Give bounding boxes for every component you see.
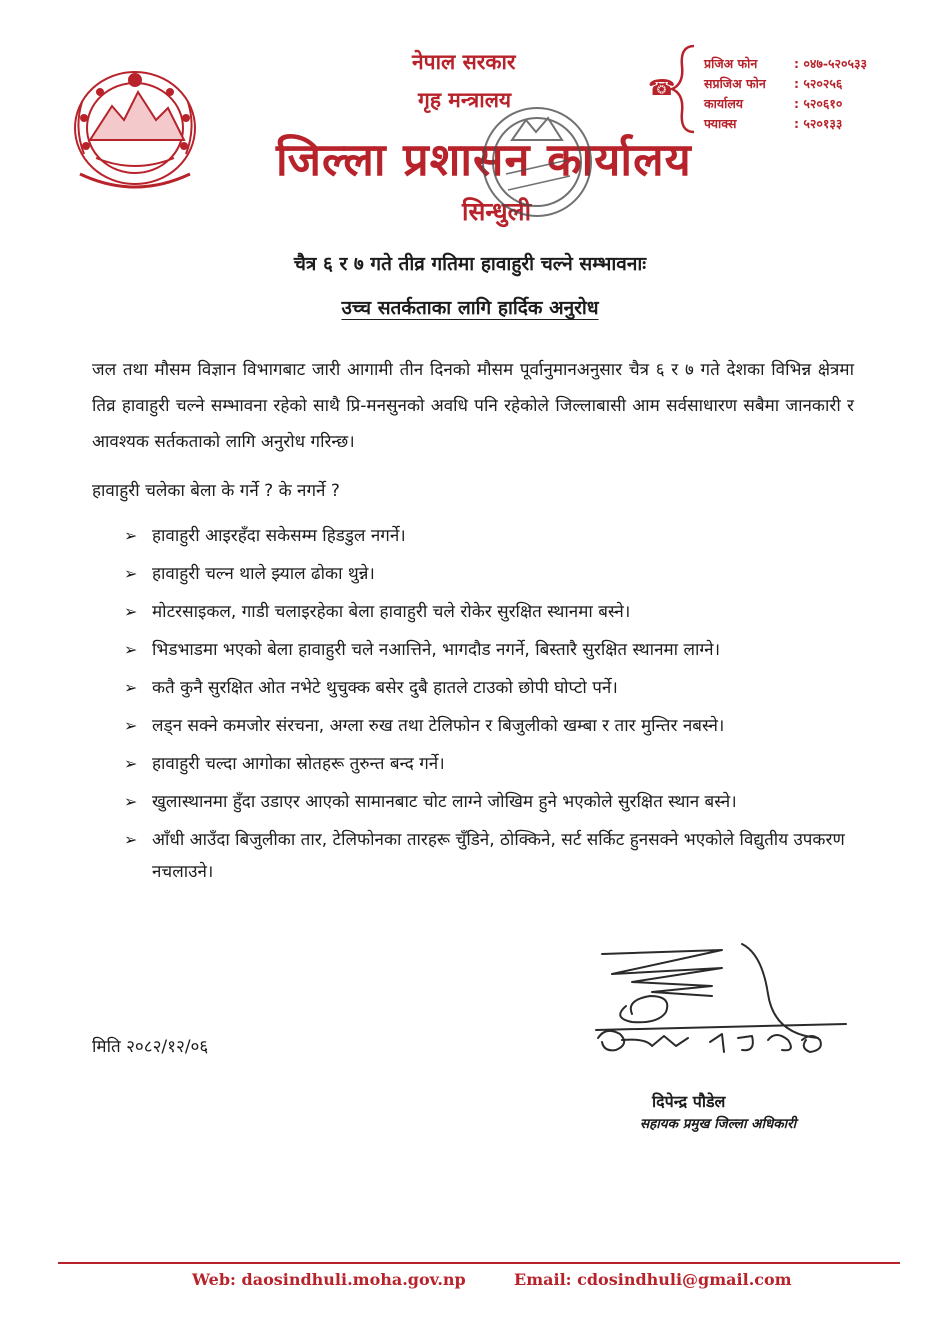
footer-website[interactable]: Web: daosindhuli.moha.gov.np <box>192 1270 466 1289</box>
signatory-title: सहायक प्रमुख जिल्ला अधिकारी <box>640 1116 797 1132</box>
list-item <box>124 558 856 590</box>
list-item <box>124 710 856 742</box>
list-item-text: हावाहुरी चल्न थाले झ्याल ढोका थुन्ने। <box>152 564 375 584</box>
intro-paragraph: जल तथा मौसम विज्ञान विभागबाट जारी आगामी तीन दिनको मौसम पूर्वानुमानअनुसार चैत्र ६ र ७ गते देशका विभिन्न क्षेत्रमा तिव्र हावाहुरी चल्ने सम्भावना रहेको साथै प्रि-मनसुनको अवधि पनि रहेकोले जिल्लाबासी आम सर्वसाधारण सबैमा जानकारी र आवश्यक सर्तकताको लागि अनुरोध गरिन्छ। <box>92 360 854 452</box>
contact-label: फ्याक्स <box>704 116 737 131</box>
arrow-bullet-icon: ➢ <box>124 602 138 621</box>
list-item <box>124 596 856 628</box>
arrow-bullet-icon: ➢ <box>124 716 138 735</box>
handwritten-signature <box>592 934 852 1084</box>
contact-label: सप्रजिअ फोन <box>704 76 766 91</box>
contact-row <box>704 94 867 114</box>
signatory-name: दिपेन्द्र पौडेल <box>652 1092 726 1111</box>
government-emblem <box>60 62 210 202</box>
list-item <box>124 634 856 666</box>
district-name: सिन्धुली <box>462 197 532 226</box>
contact-label: कार्यालय <box>704 96 744 111</box>
telephone-icon: ☎ <box>648 76 676 101</box>
office-seal-stamp <box>478 100 596 230</box>
contact-value: : ५२०१३३ <box>794 116 843 131</box>
arrow-bullet-icon: ➢ <box>124 640 138 659</box>
list-item-text: खुलास्थानमा हुँदा उडाएर आएको सामानबाट चोट लाग्ने जोखिम हुने भएकोले सुरक्षित स्थान बस्ने। <box>152 792 737 812</box>
arrow-bullet-icon: ➢ <box>124 754 138 773</box>
list-item-text: लड्न सक्ने कमजोर संरचना, अग्ला रुख तथा टेलिफोन र बिजुलीको खम्बा र तार मुन्तिर नबस्ने। <box>152 716 725 736</box>
arrow-bullet-icon: ➢ <box>124 792 138 811</box>
list-item <box>124 748 856 780</box>
contact-row <box>704 74 867 94</box>
list-item-text: मोटरसाइकल, गाडी चलाइरहेका बेला हावाहुरी चले रोकेर सुरक्षित स्थानमा बस्ने। <box>152 602 631 622</box>
footer-email[interactable]: Email: cdosindhuli@gmail.com <box>514 1270 792 1289</box>
footer-divider <box>58 1262 900 1264</box>
arrow-bullet-icon: ➢ <box>124 830 138 849</box>
arrow-bullet-icon: ➢ <box>124 678 138 697</box>
contact-value: : ५२०२५६ <box>794 76 843 91</box>
government-heading: नेपाल सरकार <box>412 50 516 74</box>
contact-value: : ५२०६१० <box>794 96 843 111</box>
list-item-text: हावाहुरी चल्दा आगोका स्रोतहरू तुरुन्त बन्द गर्ने। <box>152 754 445 774</box>
contact-label: प्रजिअ फोन <box>704 56 758 71</box>
list-item <box>124 520 856 552</box>
subject-line: चैत्र ६ र ७ गते तीव्र गतिमा हावाहुरी चल्ने सम्भावनाः <box>293 253 647 275</box>
contact-list <box>704 54 867 134</box>
issue-date: मिति २०८२/१२/०६ <box>92 1037 209 1057</box>
list-item-text: भिडभाडमा भएको बेला हावाहुरी चले नआत्तिने, भागदौड नगर्ने, बिस्तारै सुरक्षित स्थानमा लाग्ने। <box>152 640 721 660</box>
list-item <box>124 786 856 818</box>
subject-underlined <box>0 294 940 320</box>
list-item <box>124 824 856 888</box>
list-item-text: कतै कुनै सुरक्षित ओत नभेटे थुचुक्क बसेर दुबै हातले टाउको छोपी घोप्टो पर्ने। <box>152 678 618 698</box>
office-title: जिल्ला प्रशासन कार्यालय <box>276 133 692 186</box>
contact-row <box>704 114 867 134</box>
list-item-text: हावाहुरी आइरहँदा सकेसम्म हिडडुल नगर्ने। <box>152 526 406 546</box>
subject-request: उच्च सतर्कताका लागि हार्दिक अनुरोध <box>341 297 599 319</box>
contact-row <box>704 54 867 74</box>
advice-list <box>124 520 856 894</box>
arrow-bullet-icon: ➢ <box>124 564 138 583</box>
brace-divider <box>668 44 698 134</box>
list-item <box>124 672 856 704</box>
arrow-bullet-icon: ➢ <box>124 526 138 545</box>
contact-value: : ०४७-५२०५३३ <box>794 56 868 71</box>
ministry-heading: गृह मन्त्रालय <box>418 88 512 112</box>
question-heading: हावाहुरी चलेका बेला के गर्ने ? के नगर्ने ? <box>92 481 340 501</box>
list-item-text: आँधी आउँदा बिजुलीका तार, टेलिफोनका तारहरू चुँडिने, ठोक्किने, सर्ट सर्किट हुनसक्ने भएकोले विद्युतीय उपकरण नचलाउने। <box>152 830 845 882</box>
